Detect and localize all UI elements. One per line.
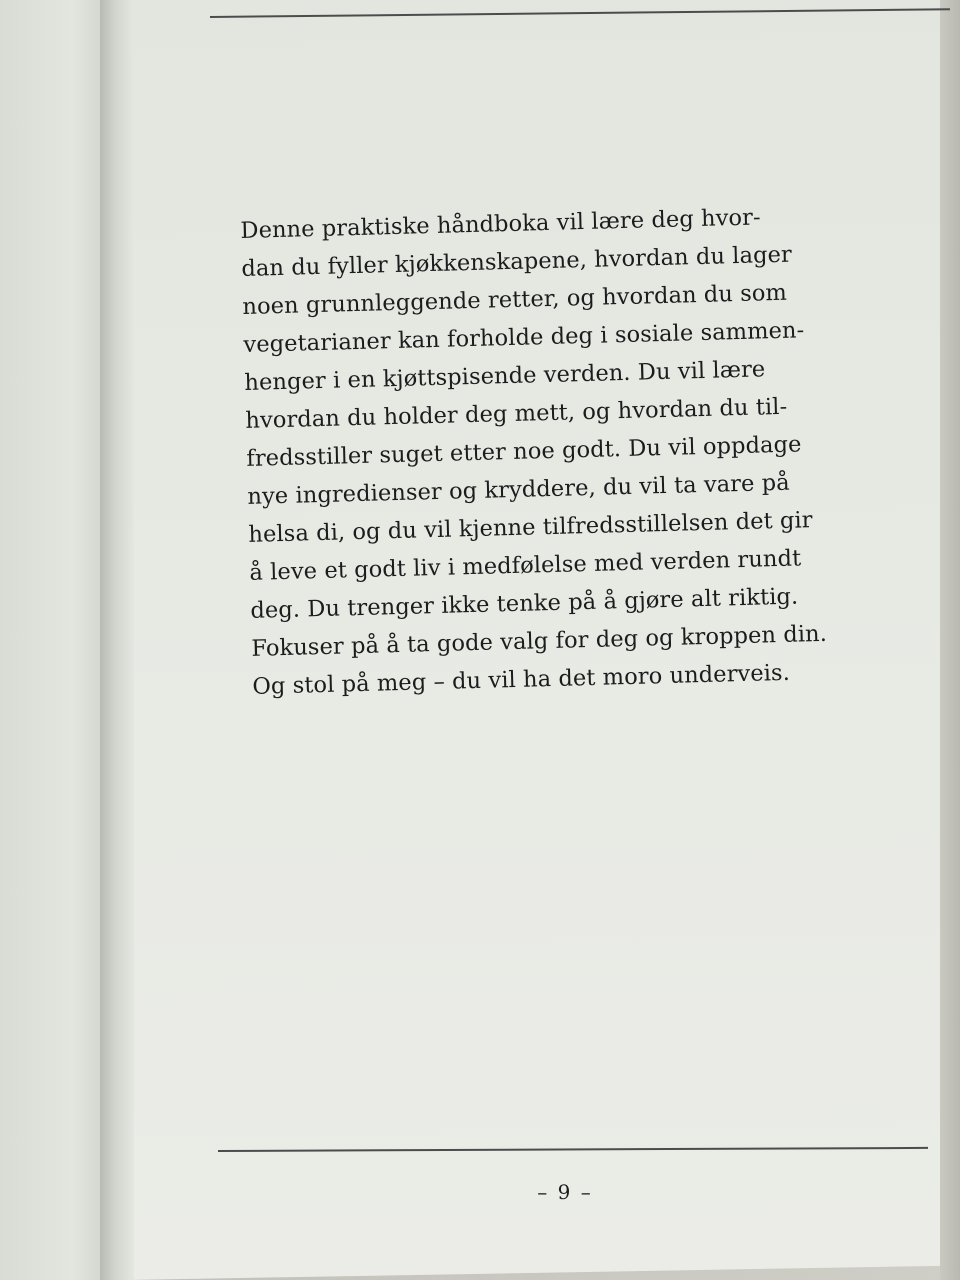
page-edge <box>940 0 960 1280</box>
text-line: dan du fyller kjøkkenskapene, hvordan du lager <box>241 241 793 282</box>
text-line: Og stol på meg – du vil ha det moro underveis. <box>252 659 791 700</box>
text-line: fredsstiller suget etter noe godt. Du vil oppdage <box>246 431 802 472</box>
book-gutter <box>100 0 134 1280</box>
text-line: henger i en kjøttspisende verden. Du vil lære <box>244 356 766 396</box>
text-line: nye ingredienser og kryddere, du vil ta vare på <box>247 469 791 510</box>
text-line: Denne praktiske håndboka vil lære deg hvor- <box>240 204 762 244</box>
text-line: Fokuser på å ta gode valg for deg og kroppen din. <box>251 620 828 662</box>
body-paragraph <box>240 195 893 706</box>
left-page <box>0 0 104 1280</box>
text-line: noen grunnleggende retter, og hvordan du som <box>242 279 788 320</box>
text-line: hvordan du holder deg mett, og hvordan du til- <box>245 393 788 434</box>
text-line: å leve et godt liv i medfølelse med verden rundt <box>249 545 802 586</box>
text-line: helsa di, og du vil kjenne tilfredsstillelsen det gir <box>248 507 813 548</box>
text-line: deg. Du trenger ikke tenke på å gjøre alt riktig. <box>250 583 799 624</box>
text-line: vegetarianer kan forholde deg i sosiale sammen- <box>243 317 805 358</box>
page-number: – 9 – <box>537 1180 593 1204</box>
